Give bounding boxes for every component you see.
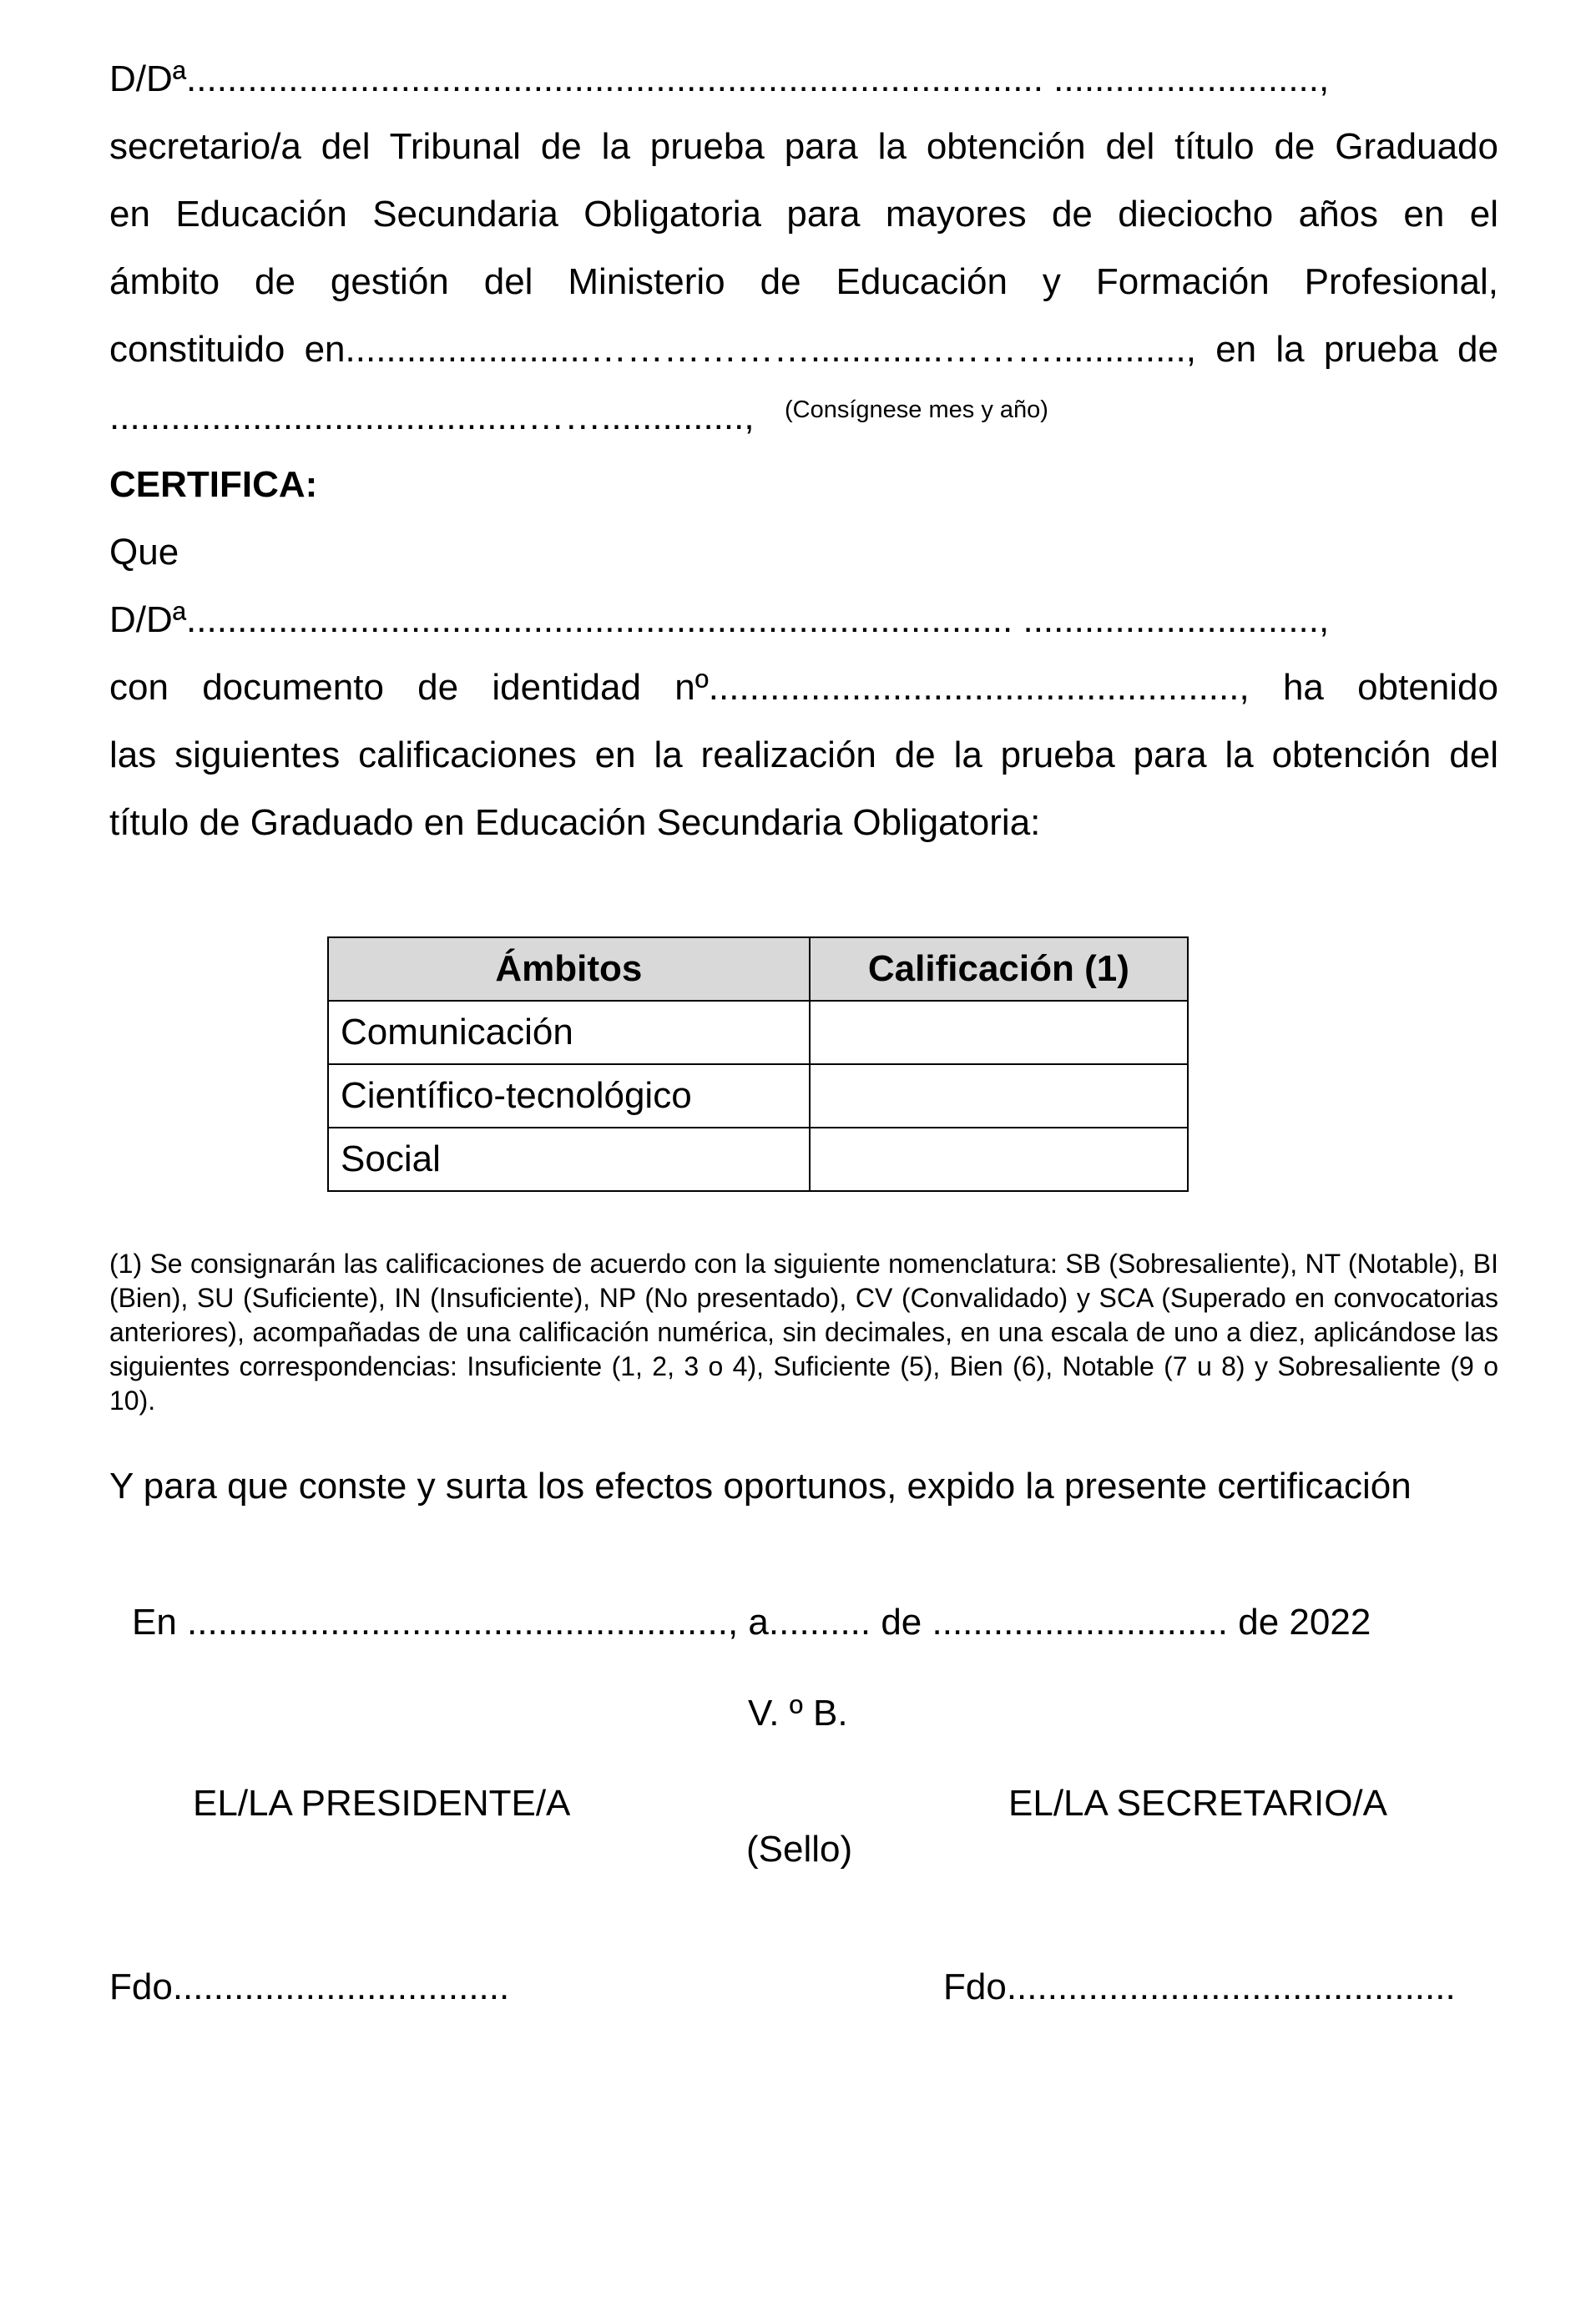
president-signature-line: Fdo................................. [109, 1966, 510, 2007]
secretary-label: EL/LA SECRETARIO/A [1008, 1783, 1388, 1824]
certifica-text-line-4: título de Graduado en Educación Secundaria Obligatoria: [109, 802, 1041, 843]
header-text-line-5: constituido en........................……………….............………............., en la prueba de [109, 329, 1498, 370]
president-label: EL/LA PRESIDENTE/A [193, 1783, 571, 1824]
table-header-row [328, 937, 1188, 1001]
grade-cell [810, 1128, 1188, 1191]
header-text-line-4: ámbito de gestión del Ministerio de Educación y Formación Profesional, [109, 261, 1498, 302]
certifica-title: CERTIFICA: [109, 464, 318, 505]
table-row [328, 1064, 1188, 1128]
que-text: Que [109, 532, 179, 573]
table-row [328, 1001, 1188, 1064]
header-text-line-2: secretario/a del Tribunal de la prueba para la obtención del título de Graduado [109, 126, 1498, 167]
exam-date-line: .........................................…….............., [109, 396, 755, 437]
visto-bueno-label: V. º B. [748, 1693, 848, 1734]
id-document-line: con documento de identidad nº...................................................., ha obtenido [109, 667, 1498, 708]
table-row [328, 1128, 1188, 1191]
certifica-text-line-3: las siguientes calificaciones en la realización de la prueba para la obtención del [109, 734, 1498, 775]
seal-placeholder: (Sello) [746, 1829, 853, 1870]
grade-cell [810, 1001, 1188, 1064]
grading-footnote: (1) Se consignarán las calificaciones de acuerdo con la siguiente nomenclatura: SB (Sobresaliente), NT (Notable), BI (Bien), SU (Suficiente), IN (Insuficiente), NP (No presentado), CV (Convalidado) y SCA (Superado en convocatorias anteriores), acompañadas de una calificación numérica, sin decimales, en una escala de uno a diez, aplicándose las siguientes correspondencias: Insuficiente (1, 2, 3 o 4), Suficiente (5), Bien (6), Notable (7 u 8) y Sobresaliente (9 o 10). [109, 1249, 1498, 1416]
ambito-cell: Comunicación [328, 1001, 810, 1064]
date-note: (Consígnese mes y año) [785, 396, 1048, 423]
secretary-name-line: D/Dª.................................................................................... .........................., [109, 58, 1330, 99]
header-text-line-3: en Educación Secundaria Obligatoria para mayores de dieciocho años en el [109, 194, 1498, 235]
closing-statement: Y para que conste y surta los efectos oportunos, expido la presente certificación [109, 1466, 1412, 1507]
ambito-cell: Científico-tecnológico [328, 1064, 810, 1128]
ambito-cell: Social [328, 1128, 810, 1191]
header-calificacion: Calificación (1) [810, 937, 1188, 1001]
grades-table [327, 936, 1189, 1192]
header-ambitos: Ámbitos [328, 937, 810, 1001]
secretary-signature-line: Fdo............................................ [943, 1966, 1456, 2007]
student-name-line: D/Dª................................................................................. ............................., [109, 599, 1330, 640]
grade-cell [810, 1064, 1188, 1128]
date-place-line: En ....................................................., a.......... de ............................. de 2022 [132, 1602, 1371, 1643]
